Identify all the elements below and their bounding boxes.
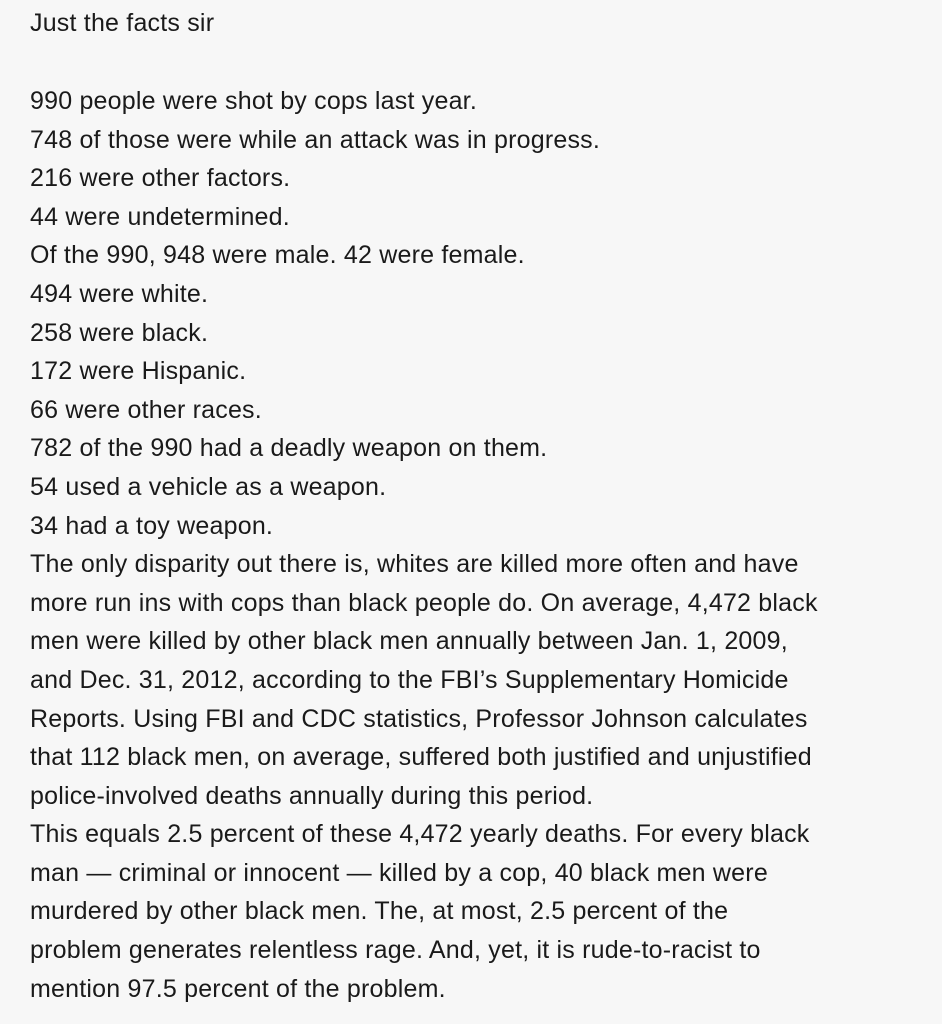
- note-line: men were killed by other black men annually between Jan. 1, 2009,: [30, 627, 788, 656]
- note-line: man — criminal or innocent — killed by a cop, 40 black men were: [30, 858, 768, 887]
- note-line: 66 were other races.: [30, 395, 262, 424]
- note-line: and Dec. 31, 2012, according to the FBI’s Supplementary Homicide: [30, 665, 789, 694]
- note-line: murdered by other black men. The, at most, 2.5 percent of the: [30, 897, 729, 926]
- note-line: 216 were other factors.: [30, 164, 291, 193]
- note-line: mention 97.5 percent of the problem.: [30, 974, 446, 1003]
- note-line: The only disparity out there is, whites are killed more often and have: [30, 550, 799, 579]
- note-body: [30, 82, 818, 1008]
- note-line: 782 of the 990 had a deadly weapon on them.: [30, 434, 548, 463]
- note-line: 258 were black.: [30, 318, 209, 347]
- note-line: problem generates relentless rage. And, yet, it is rude-to-racist to: [30, 936, 761, 965]
- note-line: 990 people were shot by cops last year.: [30, 87, 477, 115]
- note-line: 494 were white.: [30, 279, 209, 308]
- note-line: 34 had a toy weapon.: [30, 511, 274, 540]
- note-line: more run ins with cops than black people do. On average, 4,472 black: [30, 588, 818, 617]
- note-line: This equals 2.5 percent of these 4,472 yearly deaths. For every black: [30, 820, 810, 849]
- note-line: police-involved deaths annually during this period.: [30, 781, 594, 810]
- note-line: 172 were Hispanic.: [30, 357, 247, 386]
- note-line: Of the 990, 948 were male. 42 were female.: [30, 241, 525, 270]
- note-line: 44 were undetermined.: [30, 202, 290, 231]
- note-title: Just the facts sir: [30, 9, 215, 37]
- note-line: 54 used a vehicle as a weapon.: [30, 472, 387, 501]
- note-line: Reports. Using FBI and CDC statistics, Professor Johnson calculates: [30, 704, 808, 733]
- note-line: that 112 black men, on average, suffered both justified and unjustified: [30, 743, 812, 772]
- note-line: 748 of those were while an attack was in progress.: [30, 125, 601, 154]
